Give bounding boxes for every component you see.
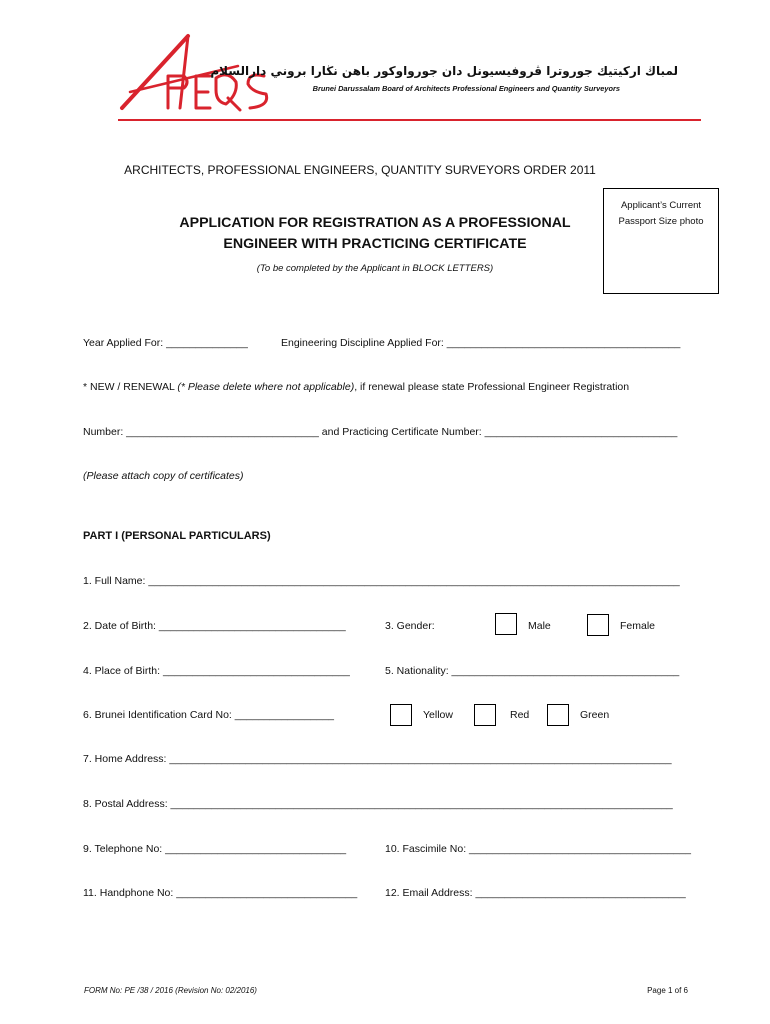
red-ic-label: Red (510, 709, 530, 721)
email-field[interactable]: 12. Email Address: ____________________________________ (385, 887, 686, 899)
form-title (130, 213, 620, 255)
date-of-birth-field[interactable]: 2. Date of Birth: ________________________________ (83, 620, 346, 632)
male-label: Male (528, 620, 551, 632)
renewal-line (83, 381, 629, 393)
board-english-name: Brunei Darussalam Board of Architects Professional Engineers and Quantity Surveyors (312, 84, 620, 93)
fax-field[interactable]: 10. Fascimile No: ______________________________________ (385, 843, 691, 855)
form-title-line2: ENGINEER WITH PRACTICING CERTIFICATE (223, 236, 527, 252)
handphone-field[interactable]: 11. Handphone No: _______________________________ (83, 887, 358, 899)
photo-label-line1: Applicant’s Current (620, 200, 702, 211)
renewal-suffix: , if renewal please state Professional Engineer Registration (354, 381, 630, 393)
passport-photo-label (606, 198, 716, 230)
renewal-prefix: * NEW / RENEWAL (83, 381, 178, 393)
order-title: ARCHITECTS, PROFESSIONAL ENGINEERS, QUANTITY SURVEYORS ORDER 2011 (124, 163, 596, 177)
nationality-field[interactable]: 5. Nationality: _______________________________________ (385, 665, 680, 677)
yellow-ic-checkbox[interactable] (390, 704, 412, 726)
male-checkbox[interactable] (495, 613, 517, 635)
attach-note: (Please attach copy of certificates) (83, 470, 244, 482)
form-title-line1: APPLICATION FOR REGISTRATION AS A PROFESSIONAL (179, 215, 571, 231)
form-number: FORM No: PE /38 / 2016 (Revision No: 02/2016) (84, 986, 257, 995)
registration-numbers-field[interactable]: Number: _________________________________ and Practicing Certificate Number: _________________________________ (83, 426, 678, 438)
green-ic-label: Green (580, 709, 610, 721)
header-divider (118, 119, 701, 121)
female-label: Female (620, 620, 656, 632)
green-ic-checkbox[interactable] (547, 704, 569, 726)
telephone-field[interactable]: 9. Telephone No: _______________________________ (83, 843, 347, 855)
red-ic-checkbox[interactable] (474, 704, 496, 726)
yellow-ic-label: Yellow (423, 709, 453, 721)
photo-label-line2: Passport Size photo (618, 216, 704, 227)
female-checkbox[interactable] (587, 614, 609, 636)
ic-number-field[interactable]: 6. Brunei Identification Card No: _________________ (83, 709, 335, 721)
discipline-field[interactable]: Engineering Discipline Applied For: ________________________________________ (281, 337, 681, 349)
renewal-note: (* Please delete where not applicable) (177, 381, 355, 393)
page-number: Page 1 of 6 (647, 986, 688, 995)
home-address-field[interactable]: 7. Home Address: ______________________________________________________________________________________ (83, 753, 672, 765)
form-subtitle: (To be completed by the Applicant in BLOCK LETTERS) (256, 263, 494, 274)
full-name-field[interactable]: 1. Full Name: ___________________________________________________________________________________________ (83, 575, 680, 587)
gender-label: 3. Gender: (385, 620, 435, 632)
year-applied-field[interactable]: Year Applied For: ______________ (83, 337, 248, 349)
part1-heading: PART I (PERSONAL PARTICULARS) (83, 530, 271, 542)
place-of-birth-field[interactable]: 4. Place of Birth: ________________________________ (83, 665, 350, 677)
board-arabic-name: لمباڬ اركيتيك جوروترا ڤروفيسيونل دان جورواوكور باهن نڬارا بروني دارالسلام (210, 64, 678, 78)
postal-address-field[interactable]: 8. Postal Address: ______________________________________________________________________________________ (83, 798, 673, 810)
